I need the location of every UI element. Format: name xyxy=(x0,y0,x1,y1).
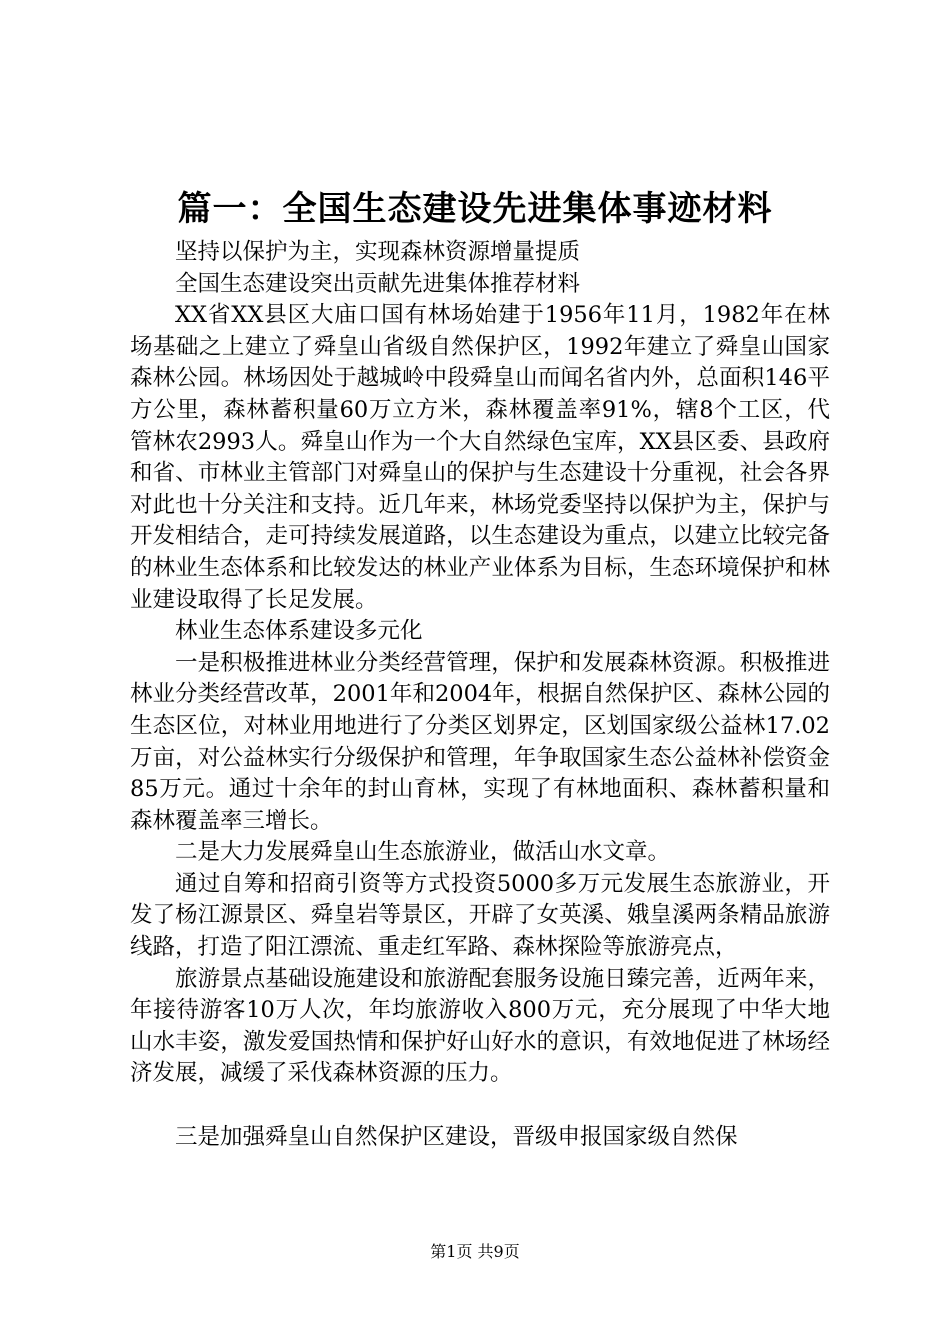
section-heading: 林业生态体系建设多元化 xyxy=(175,618,423,645)
page-number-footer: 第1页 共9页 xyxy=(430,1242,520,1261)
paragraph-point-one: 一是积极推进林业分类经营管理，保护和发展森林资源。积极推进林业分类经营改革，2001年和2004年，根据自然保护区、森林公园的生态区位，对林业用地进行了分类区划界定，区划国家级公益林17.02万亩，对公益林实行分级保护和管理，年争取国家生态公益林补偿资金85万元。通过十余年的封山育林，实现了有林地面积、森林蓄积量和森林覆盖率三增长。 xyxy=(130,649,830,834)
paragraph-tourism-results: 旅游景点基础设施建设和旅游配套服务设施日臻完善，近两年来，年接待游客10万人次，年均旅游收入800万元，充分展现了中华大地山水丰姿，激发爱国热情和保护好山好水的意识，有效地促进了林场经济发展，减缓了采伐森林资源的压力。 xyxy=(130,965,830,1087)
paragraph-introduction: XX省XX县区大庙口国有林场始建于1956年11月，1982年在林场基础之上建立了舜皇山省级自然保护区，1992年建立了舜皇山国家森林公园。林场因处于越城岭中段舜皇山而闻名省内外，总面积146平方公里，森林蓄积量60万立方米，森林覆盖率91%，辖8个工区，代管林农2993人。舜皇山作为一个大自然绿色宝库，XX县区委、县政府和省、市林业主管部门对舜皇山的保护与生态建设十分重视，社会各界对此也十分关注和支持。近几年来，林场党委坚持以保护为主，保护与开发相结合，走可持续发展道路，以生态建设为重点，以建立比较完备的林业生态体系和比较发达的林业产业体系为目标，生态环境保护和林业建设取得了长足发展。 xyxy=(130,302,830,613)
paragraph-subtitle: 坚持以保护为主，实现森林资源增量提质 xyxy=(175,239,581,265)
document-body xyxy=(130,237,830,1154)
paragraph-point-three: 三是加强舜皇山自然保护区建设，晋级申报国家级自然保 xyxy=(175,1124,738,1151)
paragraph-recommendation: 全国生态建设突出贡献先进集体推荐材料 xyxy=(175,270,581,297)
paragraph-point-two: 二是大力发展舜皇山生态旅游业，做活山水文章。 xyxy=(175,839,671,866)
document-title: 篇一：全国生态建设先进集体事迹材料 xyxy=(177,189,773,229)
paragraph-tourism-investment: 通过自筹和招商引资等方式投资5000多万元发展生态旅游业，开发了杨江源景区、舜皇岩等景区，开辟了女英溪、娥皇溪两条精品旅游线路，打造了阳江漂流、重走红军路、森林探险等旅游亮点， xyxy=(130,870,830,961)
